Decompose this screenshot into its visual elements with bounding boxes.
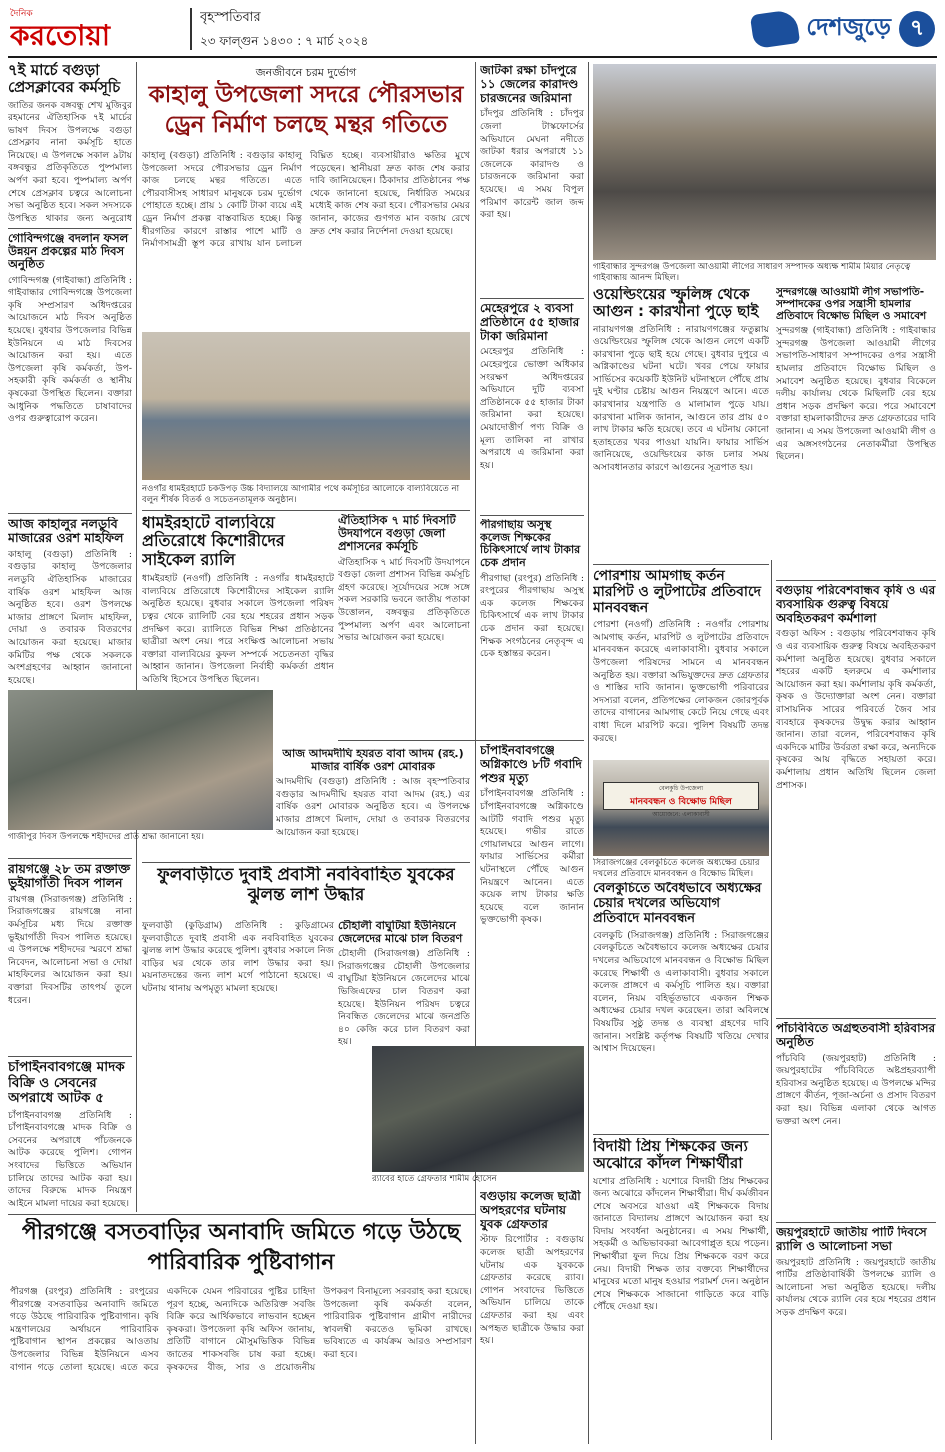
lead-body: কাহালু (বগুড়া) প্রতিনিধি : বগুড়ার কাহালু উপজেলা সদরে পৌরসভার ড্রেন নির্মাণ কাজ চলছে মন্থর গতিতে। এতে পৌরবাসীসহ সাধারণ মানুষকে চরম দুর্ভোগ পোহাতে হচ্ছে। প্রায় ১ কোটি টাকা ব্যয়ে এই ড্রেন নির্মাণ প্রকল্প বাস্তবায়িত হচ্ছে। কিন্তু ধীরগতির কারণে রাস্তার পাশে মাটি ও নির্মাণসামগ্রী স্তূপ করে রাখায় যান চলাচল বিঘ্নিত হচ্ছে। ব্যবসায়ীরাও ক্ষতির মুখে পড়েছেন। স্থানীয়রা দ্রুত কাজ শেষ করার দাবি জানিয়েছেন। ঠিকাদার প্রতিষ্ঠানের পক্ষ থেকে জানানো হয়েছে, নির্ধারিত সময়ের মধ্যেই কাজ শেষ করা হবে। পৌরসভার মেয়র জানান, কাজের গুণগত মান বজায় রেখে দ্রুত শেষ করার নির্দেশনা দেওয়া হয়েছে। [142, 150, 470, 250]
article-body: পোরশা (নওগাঁ) প্রতিনিধি : নওগাঁর পোরশায় আমগাছ কর্তন, মারপিট ও লুটপাটের প্রতিবাদে মানববন্ধন করেছে এলাকাবাসী। বুধবার সকালে উপজেলা পরিষদের সামনে এ মানববন্ধন অনুষ্ঠিত হয়। বক্তারা অভিযুক্তদের দ্রুত গ্রেফতার ও শাস্তির দাবি জানান। ভুক্তভোগী পরিবারের সদস্যরা বলেন, প্রতিপক্ষের লোকজন জোরপূর্বক তাদের বাগানের আমগাছ কেটে নিয়ে গেছে এবং বাধা দিলে মারপিট করে। পুলিশ বিষয়টি তদন্ত করছে। [593, 619, 769, 744]
article-pirgacha-check [480, 519, 584, 735]
divider [480, 298, 584, 299]
headline: রায়গঞ্জে ২৮ তম রক্তাক্ত ভুইয়াগাঁতী দিবস পালন [8, 862, 131, 891]
article-panchbibi [776, 1022, 936, 1218]
headline: গোবিন্দগঞ্জে বদলান ফসল উন্নয়ন প্রকল্পের মাঠ দিবস অনুষ্ঠিত [8, 232, 129, 272]
article-belkuchi [593, 882, 769, 1132]
photo-belkuchi-protest [593, 760, 769, 856]
headline: চাঁপাইনবাবগঞ্জে মাদক বিক্রি ও সেবনের অপরাধে আটক ৫ [8, 1060, 125, 1107]
masthead-date-block [200, 8, 500, 53]
article-govindaganj [8, 232, 132, 510]
section-header [700, 6, 935, 52]
issue-date: ২৩ ফাল্গুন ১৪৩০ : ৭ মার্চ ২০২৪ [200, 34, 369, 48]
article-body: নারায়ণগঞ্জ প্রতিনিধি : নারায়ণগঞ্জের ফতুল্লায় ওয়েল্ডিংয়ের স্ফুলিঙ্গ থেকে আগুন লেগে একটি কারখানা পুড়ে ছাই হয়ে গেছে। বুধবার দুপুরে এ অগ্নিকাণ্ডের ঘটনা ঘটে। খবর পেয়ে ফায়ার সার্ভিসের কয়েকটি ইউনিট ঘটনাস্থলে পৌঁছে প্রায় দুই ঘণ্টার চেষ্টায় আগুন নিয়ন্ত্রণে আনে। এতে কারখানার যন্ত্রপাতি ও মালামাল পুড়ে যায়। কারখানা মালিক জানান, আগুনে তার প্রায় ৫০ লাখ টাকার ক্ষতি হয়েছে। তবে এ ঘটনায় কোনো হতাহতের খবর পাওয়া যায়নি। ফায়ার সার্ভিস জানিয়েছে, ওয়েল্ডিংয়ের কাজ চলার সময় অসাবধানতার কারণে আগুনের সূত্রপাত হয়। [593, 323, 769, 474]
article-meherpur-fine [480, 302, 584, 512]
divider [593, 1134, 769, 1135]
headline: চৌহালী বাঘুটিয়া ইউনিয়নে জেলেদের মাঝে চাল বিতরণ [338, 920, 463, 945]
divider [776, 1222, 936, 1223]
divider [8, 513, 132, 514]
article-fulbari [142, 866, 470, 916]
article-body: স্টাফ রিপোর্টার : বগুড়ায় কলেজ ছাত্রী অপহরণের ঘটনায় এক যুবককে গ্রেফতার করেছে র‌্যাব। গোপন সংবাদের ভিত্তিতে অভিযান চালিয়ে তাকে গ্রেফতার করা হয় এবং অপহৃত ছাত্রীকে উদ্ধার করা হয়। [480, 1234, 584, 1347]
photo-caption: র‌্যাবের হাতে গ্রেফতার শামীম হোসেন [372, 1174, 497, 1184]
article-body: মেহেরপুর প্রতিনিধি : মেহেরপুরে ভোক্তা অধিকার সংরক্ষণ অধিদপ্তরের অভিযানে দুটি ব্যবসা প্রতিষ্ঠানকে ৫৫ হাজার টাকা জরিমানা করা হয়েছে। মেয়াদোত্তীর্ণ পণ্য বিক্রি ও মূল্য তালিকা না রাখার অপরাধে এ জরিমানা করা হয়। [480, 346, 584, 471]
headline: জয়পুরহাটে জাতীয় পার্টি দিবসে র‌্যালি ও আলোচনা সভা [776, 1226, 927, 1253]
article-body: ঐতিহাসিক ৭ মার্চ দিবসটি উদযাপনে বগুড়া জেলা প্রশাসন বিভিন্ন কর্মসূচি গ্রহণ করেছে। সূর্যোদয়ের সঙ্গে সঙ্গে সকল সরকারি ভবনে জাতীয় পতাকা উত্তোলন, বঙ্গবন্ধুর প্রতিকৃতিতে পুষ্পমাল্য অর্পণ এবং আলোচনা সভার আয়োজন করা হয়েছে। [338, 556, 470, 644]
photo-caption: গাজীপুর দিবস উপলক্ষে শহীদদের প্রতি শ্রদ্ধা জানানো হয়। [8, 832, 204, 842]
divider [8, 1214, 475, 1215]
headline: জাটকা রক্ষা চাঁদপুরে ১১ জেলের কারাদণ্ড চারজনের জরিমানা [480, 64, 579, 105]
article-body: ধামইরহাট (নওগাঁ) প্রতিনিধি : নওগাঁর ধামইরহাটে বাল্যবিয়ে প্রতিরোধে কিশোরীদের সাইকেল র‌্যালি অনুষ্ঠিত হয়েছে। বুধবার সকালে উপজেলা পরিষদ চত্বর থেকে র‌্যালিটি বের হয়ে শহরের প্রধান সড়ক প্রদক্ষিণ করে। র‌্যালিতে বিভিন্ন শিক্ষা প্রতিষ্ঠানের ছাত্রীরা অংশ নেয়। পরে সংক্ষিপ্ত আলোচনা সভায় বক্তারা বাল্যবিয়ের কুফল সম্পর্কে সচেতনতা বৃদ্ধির আহ্বান জানান। উপজেলা নির্বাহী কর্মকর্তা প্রধান অতিথি হিসেবে উপস্থিত ছিলেন। [142, 573, 334, 685]
lead-kicker: জনজীবনে চরম দুর্ভোগ [255, 66, 357, 79]
photo-school-event [142, 332, 470, 480]
photo-caption: গাইবান্ধার সুন্দরগঞ্জ উপজেলা আওয়ামী লীগের সাধারণ সম্পাদক অধ্যক্ষ শামীম মিয়ার নেতৃত্বে গাইবান্ধায় আনন্দ মিছিল। [593, 262, 911, 283]
divider [776, 580, 936, 581]
headline: আজ আদমদীঘি হযরত বাবা আদম (রহ.) মাজার বার্ষিক ওরশ মোবারক [282, 748, 464, 773]
article-teacher-farewell [593, 1138, 769, 1444]
headline: ওয়েল্ডিংয়ের স্ফুলিঙ্গ থেকে আগুন : কারখানা পুড়ে ছাই [593, 286, 759, 321]
headline: মেহেরপুরে ২ ব্যবসা প্রতিষ্ঠানে ৫৫ হাজার টাকা জরিমানা [480, 302, 580, 343]
article-press-club [8, 62, 132, 226]
divider [8, 228, 132, 229]
article-raiganj [8, 862, 132, 1052]
banner-line: বেলকুচি উপজেলা [658, 785, 704, 792]
article-body: চাঁদপুর প্রতিনিধি : চাঁদপুর জেলা টাস্কফোর্সের অভিযানে মেঘনা নদীতে জাটকা ধরার অপরাধে ১১ জেলেকে কারাদণ্ড ও চারজনকে জরিমানা করা হয়েছে। এ সময় বিপুল পরিমাণ কারেন্ট জাল জব্দ করা হয়। [480, 108, 584, 221]
article-body: আদমদীঘি (বগুড়া) প্রতিনিধি : আজ বৃহস্পতিবার বগুড়ার আদমদীঘি হযরত বাবা আদম (রহ.) এর বার্ষিক ওরশ মোবারক অনুষ্ঠিত হবে। এ উপলক্ষে মাজার প্রাঙ্গণে মিলাদ, দোয়া ও তবারক বিতরণের আয়োজন করা হয়েছে। [276, 776, 470, 838]
headline: বিদায়ী প্রিয় শিক্ষকের জন্য অঝোরে কাঁদল শিক্ষার্থীরা [593, 1138, 748, 1173]
column-rule [771, 560, 772, 1440]
article-body: চৌহালী (সিরাজগঞ্জ) প্রতিনিধি : সিরাজগঞ্জের চৌহালী উপজেলার বাঘুটিয়া ইউনিয়নে জেলেদের মাঝে ভিজিএফের চাল বিতরণ করা হয়েছে। ইউনিয়ন পরিষদ চত্বরে নিবন্ধিত জেলেদের মাঝে জনপ্রতি ৪০ কেজি করে চাল বিতরণ করা হয়। [338, 948, 470, 1048]
headline: আজ কাহালুর নলডুবি মাজারের ওরশ মাহফিল [8, 517, 124, 546]
article-body: চাঁপাইনবাবগঞ্জ প্রতিনিধি : চাঁপাইনবাবগঞ্জে অগ্নিকাণ্ডে আটটি গবাদি পশুর মৃত্যু হয়েছে। গভীর রাতে গোয়ালঘরে আগুন লাগে। ফায়ার সার্ভিসের কর্মীরা ঘটনাস্থলে পৌঁছে আগুন নিয়ন্ত্রণে আনেন। এতে কয়েক লাখ টাকার ক্ষতি হয়েছে বলে জানান ভুক্তভোগী কৃষক। [480, 788, 584, 926]
divider [338, 740, 584, 741]
article-body: সুন্দরগঞ্জ (গাইবান্ধা) প্রতিনিধি : গাইবান্ধার সুন্দরগঞ্জ উপজেলা আওয়ামী লীগের সভাপতি-সাধারণ সম্পাদকের ওপর সন্ত্রাসী হামলার প্রতিবাদে বিক্ষোভ মিছিল ও সমাবেশ অনুষ্ঠিত হয়েছে। বুধবার বিকেলে দলীয় কার্যালয় থেকে মিছিলটি বের হয়ে প্রধান সড়ক প্রদক্ষিণ করে। পরে সমাবেশে বক্তারা হামলাকারীদের দ্রুত গ্রেফতারের দাবি জানান। এ সময় উপজেলা আওয়ামী লীগ ও এর অঙ্গসংগঠনের নেতাকর্মীরা উপস্থিত ছিলেন। [776, 325, 936, 463]
article-body: গোবিন্দগঞ্জ (গাইবান্ধা) প্রতিনিধি : গাইবান্ধার গোবিন্দগঞ্জে উপজেলা কৃষি সম্প্রসারণ অধিদপ্তরের আয়োজনে মাঠ দিবস অনুষ্ঠিত হয়েছে। বুধবার উপজেলার বিভিন্ন ইউনিয়নে এ মাঠ দিবসের আয়োজন করা হয়। এতে উপজেলা কৃষি কর্মকর্তা, উপ-সহকারী কৃষি কর্মকর্তা ও স্থানীয় কৃষকেরা উপস্থিত ছিলেন। বক্তারা আধুনিক পদ্ধতিতে চাষাবাদের ওপর গুরুত্বারোপ করেন। [8, 274, 132, 425]
bottom-headline: পীরগঞ্জে বসতবাড়ির অনাবাদি জমিতে গড়ে উঠছে পারিবারিক পুষ্টিবাগান [21, 1220, 461, 1275]
photo-rab-arrest [372, 1046, 584, 1172]
divider [593, 564, 769, 565]
photo-caption: নওগাঁর ধামইরহাটে চকউপড় উচ্চ বিদ্যালয়ে আগামীর পথে কর্মসূচির আলোকে বাল্যবিয়েতে না বলুন শীর্ষক বিতর্ক ও সচেতনতামূলক অনুষ্ঠান। [142, 484, 460, 505]
article-porsha [593, 568, 769, 756]
article-chapainawabganj-drugs [8, 1060, 132, 1210]
column-rule [136, 62, 137, 1212]
article-adamdighi-urs [276, 748, 470, 858]
article-body: পীরগাছা (রংপুর) প্রতিনিধি : রংপুরের পীরগাছায় অসুস্থ এক কলেজ শিক্ষকের চিকিৎসার্থে এক লাখ টাকার চেক প্রদান করা হয়েছে। শিক্ষক সংগঠনের নেতৃবৃন্দ এ চেক হস্তান্তর করেন। [480, 572, 584, 660]
headline: সুন্দরগঞ্জে আওয়ামী লীগ সভাপতি-সম্পাদকের ওপর সন্ত্রাসী হামলার প্রতিবাদে বিক্ষোভ মিছিল ও সমাবেশ [776, 286, 927, 323]
article-body: বগুড়া অফিস : বগুড়ায় পরিবেশবান্ধব কৃষি ও এর ব্যবসায়িক গুরুত্ব বিষয়ে অবহিতকরণ কর্মশালা অনুষ্ঠিত হয়েছে। বুধবার সকালে শহরের একটি হলরুমে এ কর্মশালার আয়োজন করা হয়। কর্মশালায় কৃষি কর্মকর্তা, কৃষক ও উদ্যোক্তারা অংশ নেন। বক্তারা রাসায়নিক সারের পরিবর্তে জৈব সার ব্যবহারে কৃষকদের উদ্বুদ্ধ করার আহ্বান জানান। তারা বলেন, পরিবেশবান্ধব কৃষি একদিকে মাটির উর্বরতা রক্ষা করে, অন্যদিকে কৃষকের আয় বৃদ্ধিতে সহায়তা করে। কর্মশালায় প্রধান অতিথি ছিলেন জেলা প্রশাসক। [776, 628, 936, 791]
article-joypurhat-jp [776, 1226, 936, 1444]
article-body: জয়পুরহাট প্রতিনিধি : জয়পুরহাটে জাতীয় পার্টির প্রতিষ্ঠাবার্ষিকী উপলক্ষে র‌্যালি ও আলোচনা সভা অনুষ্ঠিত হয়েছে। দলীয় কার্যালয় থেকে র‌্যালি বের হয়ে শহরের প্রধান সড়ক প্রদক্ষিণ করে। [776, 1256, 936, 1318]
headline: বগুড়ায় পরিবেশবান্ধব কৃষি ও এর ব্যবসায়িক গুরুত্ব বিষয়ে অবহিতকরণ কর্মশালা [776, 584, 936, 625]
divider [8, 1056, 132, 1057]
article-eco-agri-workshop [776, 584, 936, 1014]
article-dhamoirhat-cycle-rally [142, 514, 334, 746]
headline: পীরগাছায় অসুস্থ কলেজ শিক্ষকের চিকিৎসার্থে লাখ টাকার চেক প্রদান [480, 519, 581, 569]
headline: পোরশায় আমগাছ কর্তন মারপিট ও লুটপাটের প্রতিবাদে মানববন্ধন [593, 568, 761, 617]
article-chandpur-jatka [480, 64, 584, 294]
column-rule [588, 62, 589, 1444]
article-body: চাঁপাইনবাবগঞ্জ প্রতিনিধি : চাঁপাইনবাবগঞ্জে মাদক বিক্রি ও সেবনের অপরাধে পাঁচজনকে আটক করেছে পুলিশ। গোপন সংবাদের ভিত্তিতে অভিযান চালিয়ে তাদের আটক করা হয়। তাদের বিরুদ্ধে মাদক নিয়ন্ত্রণ আইনে মামলা দায়ের করা হয়েছে। [8, 1109, 132, 1209]
bottom-body: পীরগঞ্জ (রংপুর) প্রতিনিধি : রংপুরের পীরগঞ্জে বসতবাড়ির অনাবাদি জমিতে গড়ে উঠছে পারিবারিক পুষ্টিবাগান। কৃষি মন্ত্রণালয়ের অর্থায়নে পারিবারিক পুষ্টিবাগান স্থাপন প্রকল্পের আওতায় উপজেলার বিভিন্ন ইউনিয়নে এসব বাগান গড়ে তোলা হয়েছে। এতে করে একদিকে যেমন পরিবারের পুষ্টির চাহিদা পূরণ হচ্ছে, অন্যদিকে অতিরিক্ত সবজি বিক্রি করে আর্থিকভাবে লাভবান হচ্ছেন কৃষকরা। উপজেলা কৃষি অফিস জানায়, প্রতিটি বাগানে মৌসুমভিত্তিক বিভিন্ন জাতের শাকসবজি চাষ করা হচ্ছে। কৃষকদের বীজ, সার ও প্রয়োজনীয় উপকরণ বিনামূল্যে সরবরাহ করা হয়েছে। উপজেলা কৃষি কর্মকর্তা বলেন, পারিবারিক পুষ্টিবাগান গ্রামীণ নারীদের স্বাবলম্বী করতেও ভূমিকা রাখছে। ভবিষ্যতে এ কার্যক্রম আরও সম্প্রসারণ করা হবে। [10, 1286, 472, 1373]
article-kahalu-urs [8, 517, 132, 687]
photo-caption: সিরাজগঞ্জের বেলকুচিতে কলেজ অধ্যক্ষের চেয়ার দখলের প্রতিবাদে মানববন্ধন ও বিক্ষোভ মিছিল। [593, 858, 760, 879]
headline: ধামইরহাটে বাল্যবিয়ে প্রতিরোধে কিশোরীদের সাইকেল র‌্যালি [142, 514, 285, 569]
headline: ৭ই মার্চে বগুড়া প্রেসক্লাবের কর্মসূচি [8, 62, 121, 97]
headline: চাঁপাইনবাবগঞ্জে অগ্নিকাণ্ডে ৮টি গবাদি পশুর মৃত্যু [480, 744, 582, 785]
lead-headline: কাহালু উপজেলা সদরে পৌরসভার ড্রেন নির্মাণ চলছে মন্থর গতিতে [148, 82, 464, 138]
article-bogura-abduction [480, 1190, 584, 1444]
divider [8, 858, 132, 859]
article-welding-fire [593, 286, 769, 562]
section-title: দেশজুড়ে [806, 13, 891, 41]
banner-line: আয়োজনে: এলাকাবাসী [652, 811, 710, 818]
article-fulbari-body: ফুলবাড়ী (কুড়িগ্রাম) প্রতিনিধি : কুড়িগ্রামের ফুলবাড়ীতে দুবাই প্রবাসী এক নববিবাহিত যুবকের ঝুলন্ত লাশ উদ্ধার করেছে পুলিশ। বুধবার সকালে নিজ বাড়ির ঘর থেকে তার লাশ উদ্ধার করা হয়। ময়নাতদন্তের জন্য লাশ মর্গে পাঠানো হয়েছে। এ ঘটনায় থানায় অপমৃত্যু মামলা হয়েছে। [142, 920, 334, 994]
page-number: ৭ [899, 11, 935, 47]
article-body: কাহালু (বগুড়া) প্রতিনিধি : বগুড়ার কাহালু উপজেলার নলডুবি ঐতিহাসিক মাজারের বার্ষিক ওরশ মাহফিল আজ অনুষ্ঠিত হবে। ওরশ উপলক্ষে মাজার প্রাঙ্গণে মিলাদ মাহফিল, দোয়া ও তবারক বিতরণের আয়োজন করা হয়েছে। মাজার কমিটির পক্ষ থেকে সকলকে অংশগ্রহণের আহ্বান জানানো হয়েছে। [8, 548, 132, 686]
article-body: জাতির জনক বঙ্গবন্ধু শেখ মুজিবুর রহমানের ঐতিহাসিক ৭ই মার্চের ভাষণ দিবস উপলক্ষে বগুড়া প্রেসক্লাব নানা কর্মসূচি হাতে নিয়েছে। এ উপলক্ষে সকাল ৯টায় বঙ্গবন্ধুর প্রতিকৃতিতে পুষ্পমাল্য অর্পণ করা হবে। পুষ্পমাল্য অর্পণ শেষে প্রেসক্লাব চত্বরে আলোচনা সভা অনুষ্ঠিত হবে। সকল সদস্যকে উপস্থিত থাকার জন্য অনুরোধ [8, 99, 132, 224]
article-body: বেলকুচি (সিরাজগঞ্জ) প্রতিনিধি : সিরাজগঞ্জের বেলকুচিতে অবৈধভাবে কলেজ অধ্যক্ষের চেয়ার দখলের অভিযোগে মানববন্ধন ও বিক্ষোভ মিছিল করেছে শিক্ষার্থী ও এলাকাবাসী। বুধবার সকালে কলেজ প্রাঙ্গণে এ কর্মসূচি পালিত হয়। বক্তারা বলেন, নিয়ম বহির্ভূতভাবে একজন শিক্ষক অধ্যক্ষের চেয়ার দখল করেছেন। তারা অবিলম্বে বিষয়টির সুষ্ঠু তদন্ত ও ব্যবস্থা গ্রহণের দাবি জানান। সংশ্লিষ্ট কর্তৃপক্ষ বিষয়টি খতিয়ে দেখার আশ্বাস দিয়েছেন। [593, 929, 769, 1055]
divider [776, 1018, 936, 1019]
headline: ফুলবাড়ীতে দুবাই প্রবাসী নববিবাহিত যুবকের ঝুলন্ত লাশ উদ্ধার [157, 866, 455, 905]
logo-small-text: দৈনিক [10, 9, 33, 19]
column-rule [475, 62, 476, 1444]
bangladesh-map-icon [750, 9, 800, 49]
article-body: রায়গঞ্জ (সিরাজগঞ্জ) প্রতিনিধি : সিরাজগঞ্জের রায়গঞ্জে নানা কর্মসূচির মধ্য দিয়ে রক্তাক্ত ভুইয়াগাঁতী দিবস পালিত হয়েছে। এ উপলক্ষে শহীদদের স্মরণে শ্রদ্ধা নিবেদন, আলোচনা সভা ও দোয়া মাহফিলের আয়োজন করা হয়। বক্তারা দিবসটির তাৎপর্য তুলে ধরেন। [8, 893, 132, 1006]
article-sundarganj-protest [776, 286, 936, 576]
headline: ঐতিহাসিক ৭ মার্চ দিবসটি উদযাপনে বগুড়া জেলা প্রশাসনের কর্মসূচি [338, 514, 456, 554]
logo-name: করতোয়া [10, 19, 110, 52]
divider [480, 515, 584, 516]
masthead-rule [8, 56, 937, 58]
headline: বেলকুচিতে অবৈধভাবে অধ্যক্ষের চেয়ার দখলের অভিযোগ প্রতিবাদে মানববন্ধন [593, 882, 762, 926]
protest-banner [603, 782, 759, 818]
article-bogura-7march [338, 514, 470, 744]
newspaper-logo [10, 6, 180, 52]
headline: পাঁচবিবিতে অগ্রহুতবাসী হরিবাসর অনুষ্ঠিত [776, 1022, 936, 1049]
article-chapai-fire [480, 744, 584, 1044]
masthead-divider [190, 8, 192, 50]
divider [142, 862, 470, 863]
photo-sundarganj-rally [593, 64, 936, 260]
weekday: বৃহস্পতিবার [200, 10, 261, 25]
headline: বগুড়ায় কলেজ ছাত্রী অপহরণের ঘটনায় যুবক গ্রেফতার [480, 1190, 581, 1231]
divider [142, 510, 470, 511]
article-body: পাঁচবিবি (জয়পুরহাট) প্রতিনিধি : জয়পুরহাটের পাঁচবিবিতে অষ্টপ্রহরব্যাপী হরিবাসর অনুষ্ঠিত হয়েছে। এ উপলক্ষে মন্দির প্রাঙ্গণে কীর্তন, পূজা-অর্চনা ও প্রসাদ বিতরণ করা হয়। বিভিন্ন এলাকা থেকে আগত ভক্তরা অংশ নেন। [776, 1052, 936, 1127]
banner-title: মানববন্ধন ও বিক্ষোভ মিছিল [630, 797, 732, 807]
article-body: যশোর প্রতিনিধি : যশোরে বিদায়ী প্রিয় শিক্ষকের জন্য অঝোরে কাঁদলেন শিক্ষার্থীরা। দীর্ঘ কর্মজীবন শেষে অবসরে যাওয়া এই শিক্ষককে বিদায় জানাতে বিদ্যালয় প্রাঙ্গণে আয়োজন করা হয় বিদায় সংবর্ধনা অনুষ্ঠানের। এ সময় শিক্ষার্থী, সহকর্মী ও অভিভাবকরা আবেগাপ্লুত হয়ে পড়েন। শিক্ষার্থীরা ফুল দিয়ে প্রিয় শিক্ষককে বরণ করে নেয়। বিদায়ী শিক্ষক তার বক্তব্যে শিক্ষার্থীদের মানুষের মতো মানুষ হওয়ার পরামর্শ দেন। অনুষ্ঠান শেষে শিক্ষককে সাজানো গাড়িতে করে বাড়ি পৌঁছে দেওয়া হয়। [593, 1175, 769, 1313]
